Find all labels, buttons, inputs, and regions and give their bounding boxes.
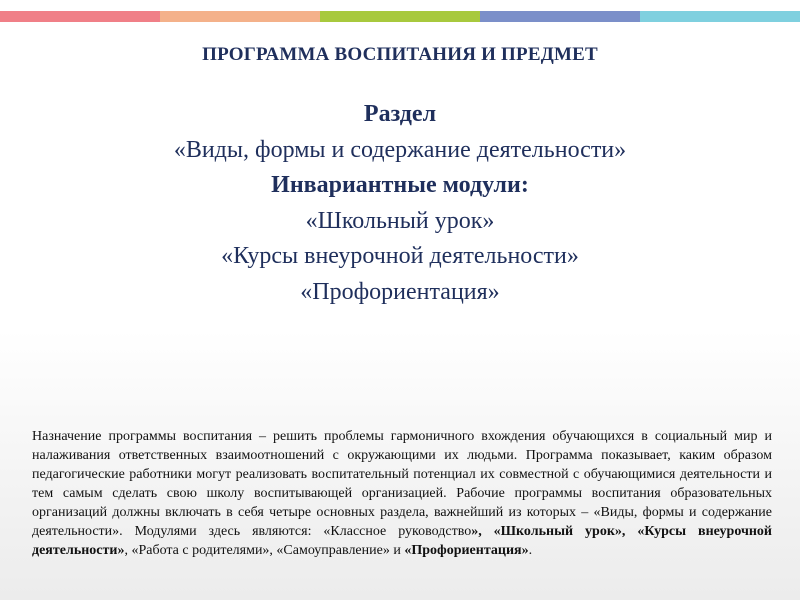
- top-bar-segment-3: [320, 11, 480, 22]
- description-paragraph: [32, 427, 772, 560]
- description-mid-text: , «Работа с родителями», «Самоуправление» и: [124, 543, 405, 558]
- section-name: «Виды, формы и содержание деятельности»: [173, 136, 627, 163]
- description-end-text: .: [528, 543, 533, 558]
- slide-title: ПРОГРАММА ВОСПИТАНИЯ И ПРЕДМЕТ: [202, 44, 598, 65]
- top-bar-segment-1: [0, 11, 160, 22]
- top-bar-segment-2: [160, 11, 320, 22]
- modules-heading: Инвариантные модули:: [271, 172, 529, 199]
- description-main-text: Назначение программы воспитания – решить проблемы гармоничного вхождения обучающихся в социальный мир и налаживания ответственных взаимоотношений с окружающими их людьми. Программа показывает, каким образом педагогические работники могут реализовать воспитательный потенциал их совместной с обучающимися деятельности и тем самым сделать свою школу воспитывающей организацией. Рабочие программы воспитания образовательных организаций должны включать в себя четыре основных раздела, важнейший из которых – «Виды, формы и содержание деятельности». Модулями здесь являются: «Классное руководство: [32, 429, 772, 539]
- description-bold-modules: », «Школьный урок», «Курсы внеурочной деятельности»: [32, 524, 772, 558]
- top-bar-segment-5: [640, 11, 800, 22]
- module-career-guidance: «Профориентация»: [300, 278, 500, 305]
- top-bar-segment-4: [480, 11, 640, 22]
- module-extracurricular-courses: «Курсы внеурочной деятельности»: [221, 243, 579, 270]
- top-color-bar: [0, 11, 800, 22]
- description-bold-career-guidance: «Профориентация»: [404, 543, 529, 558]
- section-label: Раздел: [363, 101, 437, 127]
- section-heading-block: [0, 97, 800, 311]
- module-school-lesson: «Школьный урок»: [305, 207, 495, 234]
